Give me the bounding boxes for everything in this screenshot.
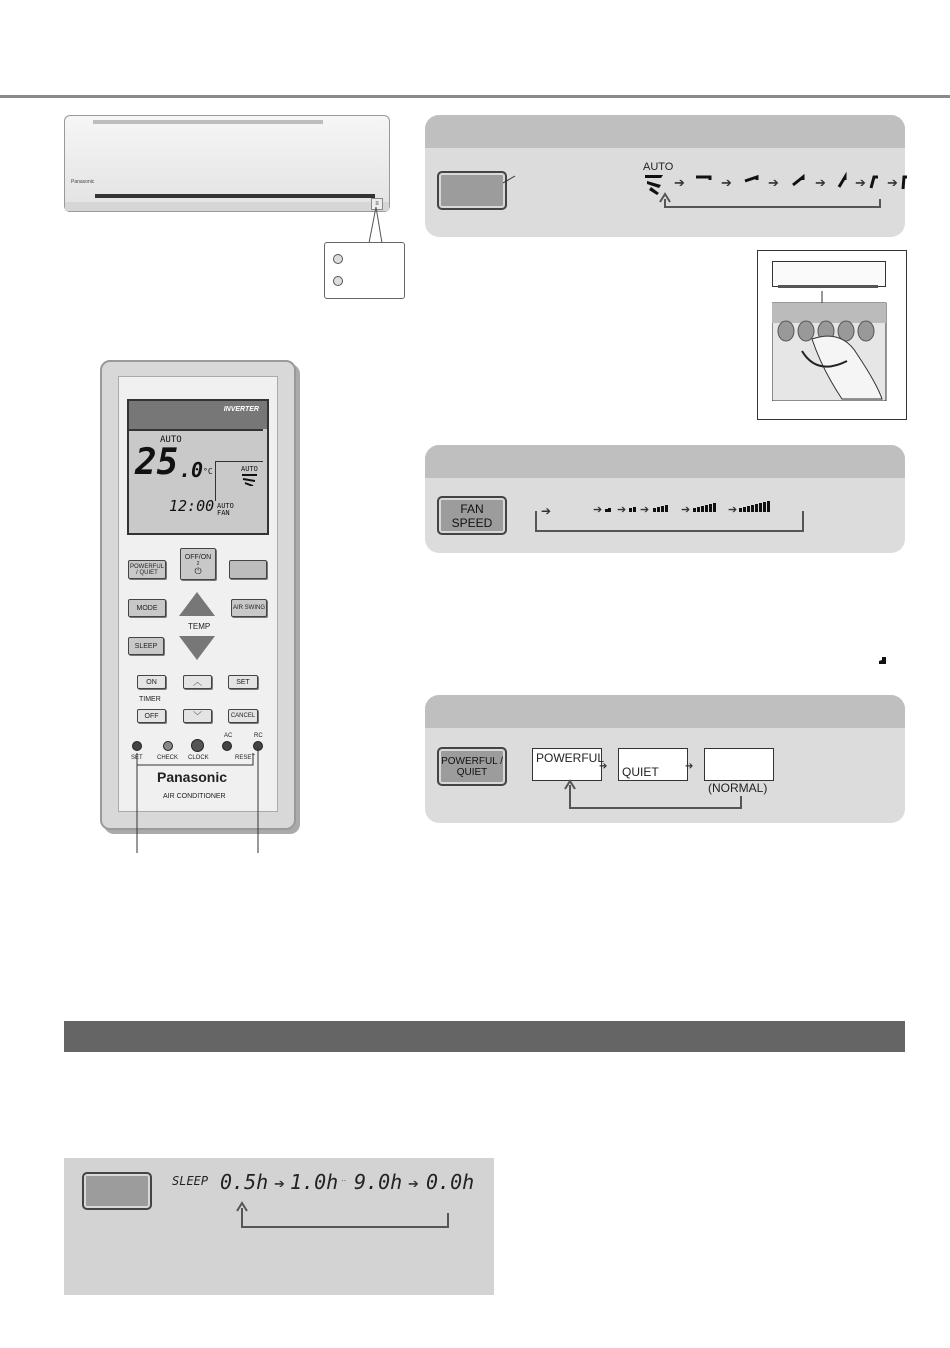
rc-label: RC <box>254 733 263 739</box>
ac-label: AC <box>224 733 233 739</box>
svg-text:➔: ➔ <box>640 504 650 516</box>
air-swing-button[interactable] <box>437 171 507 210</box>
vane-position-4-icon <box>839 177 845 187</box>
mode-box-powerful: POWERFUL <box>532 748 602 781</box>
normal-label: (NORMAL) <box>708 781 768 795</box>
lcd-unit: °C <box>203 467 213 476</box>
svg-text:➔: ➔ <box>599 761 608 772</box>
timer-down-button[interactable]: ﹀ <box>183 709 212 723</box>
timer-off-button[interactable]: OFF <box>137 709 166 723</box>
lcd-temperature: 25 <box>135 442 179 483</box>
auto-swing-icon <box>645 175 663 195</box>
sleep-panel: SLEEP 0.5h ➔ 1.0h ·· 9.0h ➔ 0.0h <box>64 1158 494 1295</box>
check-label: CHECK <box>157 755 179 761</box>
timer-up-button[interactable]: ︿ <box>183 675 212 689</box>
indicator-callout <box>324 242 405 299</box>
timer-set-button[interactable]: SET <box>228 675 258 689</box>
svg-text:➔: ➔ <box>617 504 627 516</box>
svg-text:➔: ➔ <box>685 761 694 772</box>
remote-lcd <box>127 399 269 535</box>
svg-text:➔: ➔ <box>541 504 552 518</box>
temp-label: TEMP <box>188 622 211 631</box>
powerful-quiet-button[interactable]: POWERFUL / QUIET <box>437 747 507 786</box>
power-indicator-lamp <box>333 254 343 264</box>
air-swing-panel <box>425 115 905 237</box>
svg-text:➔: ➔ <box>721 175 732 190</box>
timer-label: TIMER <box>139 696 161 703</box>
svg-text:➔: ➔ <box>768 175 779 190</box>
fan-speed-sequence <box>535 497 805 533</box>
fan-speed-button[interactable]: FAN SPEED <box>437 496 507 535</box>
indicator-window: ≡ <box>371 198 383 210</box>
sleep-button[interactable] <box>82 1172 152 1210</box>
svg-text:➔: ➔ <box>855 175 866 190</box>
lcd-fan: AUTO FAN <box>217 502 234 517</box>
remote-off-on-button[interactable]: OFF/ON 2 ⏻ <box>180 548 216 580</box>
vane-position-5-icon <box>871 177 878 188</box>
sleep-lcd-label: SLEEP <box>172 1174 209 1188</box>
top-rule <box>0 95 950 98</box>
fan-level-1-icon <box>878 656 888 666</box>
fan-speed-panel <box>425 445 905 553</box>
mode-box-quiet: QUIET <box>618 748 688 781</box>
remote-product-label: AIR CONDITIONER <box>163 793 226 800</box>
vane-position-2-icon <box>745 177 757 181</box>
section-header-bar <box>64 1021 905 1052</box>
vane-position-3-icon <box>793 177 803 185</box>
sleep-step-2: 1.0h <box>290 1170 339 1194</box>
manual-vane-illustration <box>757 250 907 420</box>
lcd-swing-label: AUTO <box>241 465 258 473</box>
lcd-temperature-decimal: .0 <box>179 458 204 482</box>
indoor-unit-brand: Panasonic <box>71 179 95 185</box>
indoor-unit-illustration <box>64 115 390 212</box>
set-label: SET <box>131 755 143 761</box>
timer-on-button[interactable]: ON <box>137 675 166 689</box>
svg-text:➔: ➔ <box>593 504 603 516</box>
svg-text:➔: ➔ <box>815 175 826 190</box>
sleep-step-4: 0.0h <box>426 1170 475 1194</box>
timer-cancel-button[interactable]: CANCEL <box>228 709 258 723</box>
remote-mode-button[interactable]: MODE <box>128 599 166 617</box>
lcd-mode: AUTO <box>160 435 182 445</box>
remote-brand: Panasonic <box>157 769 228 785</box>
sleep-step-3: 9.0h <box>354 1170 403 1194</box>
lcd-swing-icon <box>241 474 259 486</box>
svg-text:➔: ➔ <box>728 504 738 516</box>
timer-indicator-lamp <box>333 276 343 286</box>
remote-sleep-button[interactable]: SLEEP <box>128 637 164 655</box>
svg-text:➔: ➔ <box>681 504 691 516</box>
remote-air-swing-top-button[interactable] <box>229 560 267 579</box>
temp-up-button[interactable] <box>179 592 215 616</box>
remote-powerful-quiet-button[interactable]: POWERFUL / QUIET <box>128 560 166 579</box>
reset-callout-lines <box>125 745 265 855</box>
powerful-quiet-panel <box>425 695 905 823</box>
svg-text:➔: ➔ <box>674 175 685 190</box>
vane-position-1-icon <box>696 177 710 180</box>
lcd-clock: 12:00 <box>169 497 215 515</box>
air-swing-auto-label: AUTO <box>643 161 674 173</box>
clock-label: CLOCK <box>188 755 209 761</box>
remote-air-swing-button[interactable]: AIR SWING <box>231 599 267 617</box>
power-icon: ⏻ <box>194 565 202 576</box>
svg-text:➔: ➔ <box>887 175 898 190</box>
reset-label: RESET <box>235 755 256 761</box>
temp-down-button[interactable] <box>179 636 215 660</box>
air-swing-sequence <box>641 171 911 211</box>
inverter-logo: INVERTER <box>223 406 259 413</box>
sleep-step-1: 0.5h <box>220 1170 269 1194</box>
vane-position-6-icon <box>903 177 907 189</box>
